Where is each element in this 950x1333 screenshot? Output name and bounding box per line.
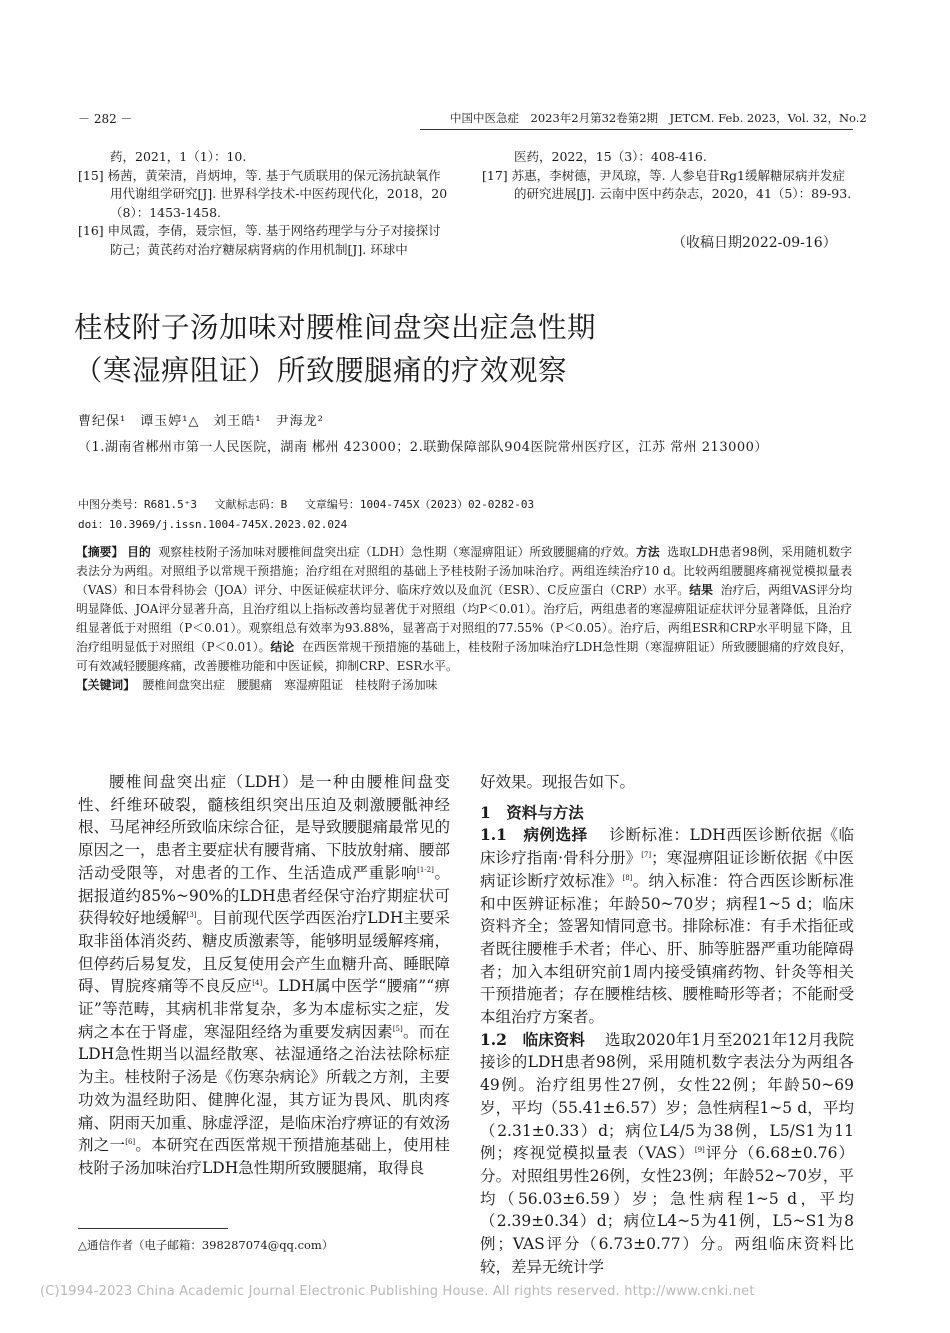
classification-line: 中图分类号：R681.5⁺3 文献标志码：B 文章编号：1004-745X（2023）02-0282-03 <box>78 498 535 511</box>
intro-paragraph: 腰椎间盘突出症（LDH）是一种由腰椎间盘变性、纤维环破裂，髓核组织突出压迫及刺激腰骶神经根、马尾神经所致临床综合征，是导致腰腿痛最常见的原因之一，患者主要症状有腰背痛、下肢放射痛、腰部活动受限等，对患者的工作、生活造成严重影响[1-2]。据报道约85%~90%的LDH患者经保守治疗期症状可获得较好地缓解[3]。目前现代医学西医治疗LDH主要采取非甾体消炎药、糖皮质激素等，能够明显缓解疼痛，但停药后易复发，且反复使用会产生血糖升高、睡眠障碍、胃脘疼痛等不良反应[4]。LDH属中医学“腰痛”“痹证”等范畴，其病机非常复杂，多为本虚标实之症，发病之本在于肾虚，寒湿阻经络为重要发病因素[5]。而在LDH急性期当以温经散寒、祛湿通络之治法祛除标症为主。桂枝附子汤是《伤寒杂病论》所载之方剂，主要功效为温经助阳、健脾化湿，其方证为畏风、肌肉疼痛、阴雨天加重、脉虚浮涩，是临床治疗痹证的有效汤剂之一[6]。本研究在西医常规干预措施基础上，使用桂枝附子汤加味治疗LDH急性期所致腰腿痛，取得良 <box>78 773 451 1177</box>
article-title <box>74 306 774 392</box>
references-left <box>78 148 450 260</box>
title-line: （寒湿痹阻证）所致腰腿痛的疗效观察 <box>74 354 568 387</box>
footnote: △通信作者（电子邮箱：398287074@qq.com） <box>78 1238 334 1252</box>
authors: 曹纪保¹ 谭玉婷¹△ 刘王皓¹ 尹海龙² <box>78 414 324 429</box>
citation: [1-2] <box>417 865 434 874</box>
conclusion-text: 在西医常规干预措施的基础上，桂枝附子汤加味治疗LDH急性期（寒湿痹阻证）所致腰腿痛的疗效良好，可有效减轻腰腿疼痛，改善腰椎功能和中医证候，抑制CRP、ESR水平。 <box>76 640 852 673</box>
journal-header: 中国中医急症 2023年2月第32卷第2期 JETCM. Feb. 2023，Vol. 32，No.2 <box>450 111 867 125</box>
abstract <box>76 543 852 695</box>
citation: [6] <box>125 1138 136 1147</box>
reference-item: [16] 申凤霞，李倩，聂宗恒，等. 基于网络药理学与分子对接探讨防己；黄芪药对治疗糖尿病肾病的作用机制[J]. 环球中 <box>78 223 441 257</box>
header-rule <box>420 129 853 130</box>
title-line: 桂枝附子汤加味对腰椎间盘突出症急性期 <box>74 311 597 344</box>
received-date: （收稿日期2022-09-16） <box>672 235 837 251</box>
method-label: 方法 <box>636 545 660 559</box>
section-1-2: 1.2 临床资料 选取2020年1月至2021年12月我院接诊的LDH患者98例，采用随机数字表法分为两组各49例。治疗组男性27例，女性22例；年龄50~69岁，平均（55.41±6.57）岁；急性病程1~5 d，平均（2.31±0.33）d；病位L4/5为38例，L5/S1为11例；疼视觉模拟量表（VAS）[9]评分（6.68±0.76）分。对照组男性26例，女性23例；年龄52~70岁，平均（56.03±6.59）岁；急性病程1~5 d，平均（2.39±0.34）d；病位L4~5为41例，L5~S1为8例；VAS评分（6.73±0.77）分。两组临床资料比较，差异无统计学 <box>480 1029 854 1276</box>
intro-continuation: 好效果。现报告如下。 <box>480 773 636 791</box>
body-left-column <box>78 771 450 1180</box>
affiliation: （1.湖南省郴州市第一人民医院，湖南 郴州 423000；2.联勤保障部队904医院常州医疗区，江苏 常州 213000） <box>78 440 768 455</box>
purpose-label: 目的 <box>127 545 151 559</box>
keywords-label: 【关键词】 <box>76 678 135 692</box>
citation: [3] <box>186 911 197 920</box>
citation: [5] <box>392 1024 403 1033</box>
section-heading-1: 1 资料与方法 <box>480 802 584 822</box>
abstract-label: 【摘要】 <box>76 545 124 559</box>
purpose-text: 观察桂枝附子汤加味对腰椎间盘突出症（LDH）急性期（寒湿痹阻证）所致腰腿痛的疗效。 <box>158 545 636 559</box>
result-label: 结果 <box>689 583 714 597</box>
keywords-text: 腰椎间盘突出症 腰腿痛 寒湿痹阻证 桂枝附子汤加味 <box>142 678 438 692</box>
reference-item: [15] 杨茜，黄荣清，肖炳坤，等. 基于气质联用的保元汤抗缺氧作用代谢组学研究[J]. 世界科学技术-中医药现代化，2018，20（8）：1453-1458. <box>78 167 448 220</box>
body-right-column <box>480 771 854 1278</box>
citation: [8] <box>622 873 633 882</box>
conclusion-label: 结论 <box>270 640 295 654</box>
page-number: － 282 － <box>78 112 133 126</box>
citation: [4] <box>252 979 263 988</box>
doi-line: doi：10.3969/j.issn.1004-745X.2023.02.024 <box>78 518 348 531</box>
copyright-watermark: (C)1994-2023 China Academic Journal Electronic Publishing House. All rights reserved. http://www.cnki.net <box>40 1284 755 1299</box>
reference-item: [17] 苏惠，李树德，尹凤琼，等. 人参皂苷Rg1缓解糖尿病并发症的研究进展[J]. 云南中医中药杂志，2020，41（5）：89-93. <box>482 167 852 202</box>
citation: [7] <box>641 850 652 859</box>
section-1-1: 1.1 病例选择 诊断标准：LDH西医诊断依据《临床诊疗指南·骨科分册》[7]；寒湿痹阻证诊断依据《中医病证诊断疗效标准》[8]。纳入标准：符合西医诊断标准和中医辨证标准；年龄50~70岁；病程1~5 d；临床资料齐全；签署知情同意书。排除标准：有手术指征或者既往腰椎手术者；伴心、肝、肺等脏器严重功能障碍者；加入本组研究前1周内接受镇痛药物、针灸等相关干预措施者；存在腰椎结核、腰椎畸形等者；不能耐受本组治疗方案者。 <box>480 825 854 1027</box>
references-right <box>482 148 854 204</box>
footnote-rule <box>78 1228 228 1229</box>
method-text: 选取LDH患者98例，采用随机数字表法分为两组。对照组予以常规干预措施；治疗组在对照组的基础上予桂枝附子汤加味治疗。两组连续治疗10 d。比较两组腰腿疼痛视觉模拟量表（VAS）和日本骨科协会（JOA）评分、中医证候症状评分、临床疗效以及血沉（ESR）、C反应蛋白（CRP）水平。 <box>76 545 852 597</box>
reference-item: 医药，2022，15（3）：408-416. <box>514 149 707 164</box>
reference-item: 药，2021，1（1）：10. <box>110 149 247 164</box>
citation: [9] <box>694 1146 705 1155</box>
result-text: 治疗后，两组VAS评分均明显降低、JOA评分显著升高，且治疗组以上指标改善均显著优于对照组（均P＜0.01）。治疗后，两组患者的寒湿痹阻证症状评分显著降低，且治疗组显著低于对照组（P＜0.01）。观察组总有效率为93.88%，显著高于对照组的77.55%（P＜0.05）。治疗后，两组ESR和CRP水平明显下降，且治疗组明显低于对照组（P＜0.01）。 <box>76 583 852 654</box>
